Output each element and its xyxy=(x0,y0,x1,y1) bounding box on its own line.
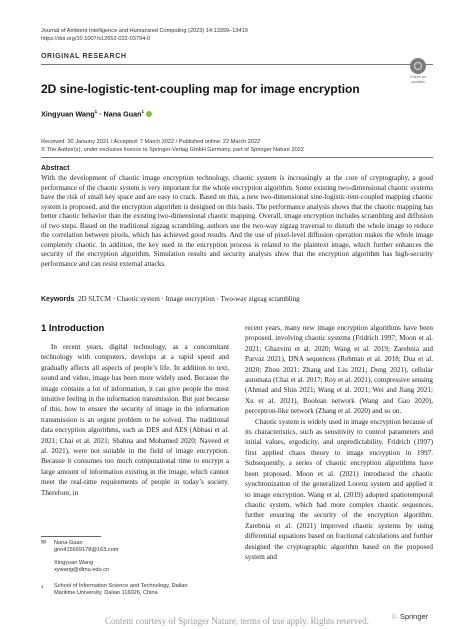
author-name[interactable]: Nana Guan xyxy=(103,109,142,119)
corresponding-author: ✉ Nana Guan gnn415669178@163.com Xingyuan Wang xywang@dlmu.edu.cn xyxy=(41,540,119,574)
keywords-label: Keywords xyxy=(41,296,75,303)
journal-line: Journal of Ambient Intelligence and Humanized Computing (2023) 14:13399–13419 xyxy=(41,28,248,34)
right-column xyxy=(245,323,433,562)
author-name[interactable]: Xingyuan Wang xyxy=(41,109,95,119)
divider xyxy=(41,157,433,158)
keywords xyxy=(41,295,433,304)
affiliation: 1 School of Information Science and Technology, Dalian Maritime University, Dalian 116026, China xyxy=(41,583,188,597)
orcid-icon[interactable] xyxy=(146,111,152,117)
author-list: Xingyuan Wang$^1$ · Nana Guan$^1$ xyxy=(41,109,152,118)
email-link[interactable]: gnn415669178@163.com xyxy=(54,547,119,554)
abstract-heading: Abstract xyxy=(41,165,70,172)
paragraph: recent years, many new image encryption algorithms have been proposed, involving chaotic systems (Fridrich 1997; Moon et al. 2021; Ghazvini et al. 2020; Wang et al. 2019; Zarebnia and Parvaz 2021), DNA sequences (Rehman et al. 2018; Dua et al. 2020; Zhou 2021; Zhang and Liu 2021; Dong 2021), cellular automata (Chai et al. 2017; Roy et al. 2021), compressive sensing (Ahmad and Shin 2021; Wang et al. 2021; Wei and Jiang 2021; Xu et al. 2021), Boolean network (Wang and Gao 2020), perceptron-like network (Zhang et al. 2020) and so on. xyxy=(245,324,433,416)
email-link[interactable]: xywang@dlmu.edu.cn xyxy=(54,567,110,574)
left-column xyxy=(41,342,229,498)
article-title: 2D sine-logistic-tent-coupling map for image encryption xyxy=(41,82,360,96)
journal-citation xyxy=(41,27,248,43)
keywords-list: 2D SLTCM · Chaotic system · Image encryption · Two-way zigzag scrambling xyxy=(77,295,300,303)
paragraph: In recent years, digital technology, as a concomitant technology with computers, develops at a rapid speed and gradually affects all aspects of people’s life. In addition to text, sound and video, image has been more widely used. Because the image contains a lot of information, it can give people the most intuitive feeling in the information transmission. But just because of this, how to ensure the security of image in the information transmission is an urgent problem to be solved. The traditional data encryption algorithms, such as DES and AES (Abbasi et al. 2021; Chai et al. 2021; Shahna and Mohamed 2020; Naveed et al. 2021), were not suitable in the field of image encryption. Because it consumes too much computational time to encrypt a large amount of information existing in the image, which cannot meet the real-time requirements of people in today’s society. Therefore, in xyxy=(41,343,229,497)
check-updates-icon xyxy=(410,58,426,74)
publication-dates: Received: 30 January 2021 / Accepted: 7 March 2022 / Published online: 22 March 2022 © The Author(s), under exclusive licence to Springer-Verlag GmbH Germany, part of Springer Nature 2022 xyxy=(41,139,304,154)
courtesy-notice: Content courtesy of Springer Nature, terms of use apply. Rights reserved. xyxy=(104,616,370,626)
badge-label: Check for updates xyxy=(409,75,427,84)
publisher-logo: ♘ Springer xyxy=(391,612,429,621)
article-type: ORIGINAL RESEARCH xyxy=(41,53,127,60)
copyright-line: © The Author(s), under exclusive licence to Springer-Verlag GmbH Germany, part of Springer Nature 2022 xyxy=(41,147,304,154)
section-heading: 1 Introduction xyxy=(41,323,105,334)
doi-link[interactable]: https://doi.org/10.1007/s12652-022-03794-0 xyxy=(41,36,151,42)
abstract-body: With the development of chaotic image encryption technology, chaotic system is increasingly at the core of cryptography, a good performance of the chaotic system is very important for the whole encryption algorithm. Some existing two-dimensional chaotic systems have the risk of small key space and are easy to crack. Based on this, a new two-dimensional sine-logistic-tent-coupled mapping chaotic system is proposed, and the encryption algorithm is designed on this basis. The performance analysis shows that the chaotic mapping has better chaotic behavior than the existing two-dimensional chaotic mapping. Overall, image encryption includes scrambling and diffusion of two steps. Based on the traditional zigzag scrambling, authors use the two-way zigzag traversal to disturb the whole image to reduce the correlation between pixels, which has achieved good results. And the use of pixel-level diffusion operation makes the whole image completely chaotic. In addition, the key used in the encryption process is related to the plaintext image, which further enhances the security of the encryption algorithm. Simulation results and security analysis show that the encryption algorithm has high-security performance and can resist external attacks. xyxy=(41,174,433,268)
check-for-updates-badge[interactable] xyxy=(404,58,432,84)
mail-icon: ✉ xyxy=(41,540,47,546)
springer-horse-icon: ♘ xyxy=(391,612,398,621)
paragraph: Chaotic system is widely used in image encryption because of its characteristics, such as sensitivity to control parameters and initial values, ergodicity, and unpredictability. Fridrich (1997) first applied chaos theory to image encryption in 1997. Subsequently, a series of chaotic encryption algorithms have been proposed. Moon et al. (2021) introduced the chaotic synchronization of the generalized Lorenz system and applied it to image encryption. Wang et al. (2019) adopted spatiotemporal chaotic system, which had more complex chaotic sequences, further ensuring the security of the encryption algorithm. Zarebnia et al. (2021) improved chaotic systems by using differential equations based on fractional calculations and further designed the cryptographic algorithm based on the proposed system and xyxy=(245,417,433,561)
footnote-rule xyxy=(41,536,101,537)
header-rule xyxy=(41,64,433,65)
